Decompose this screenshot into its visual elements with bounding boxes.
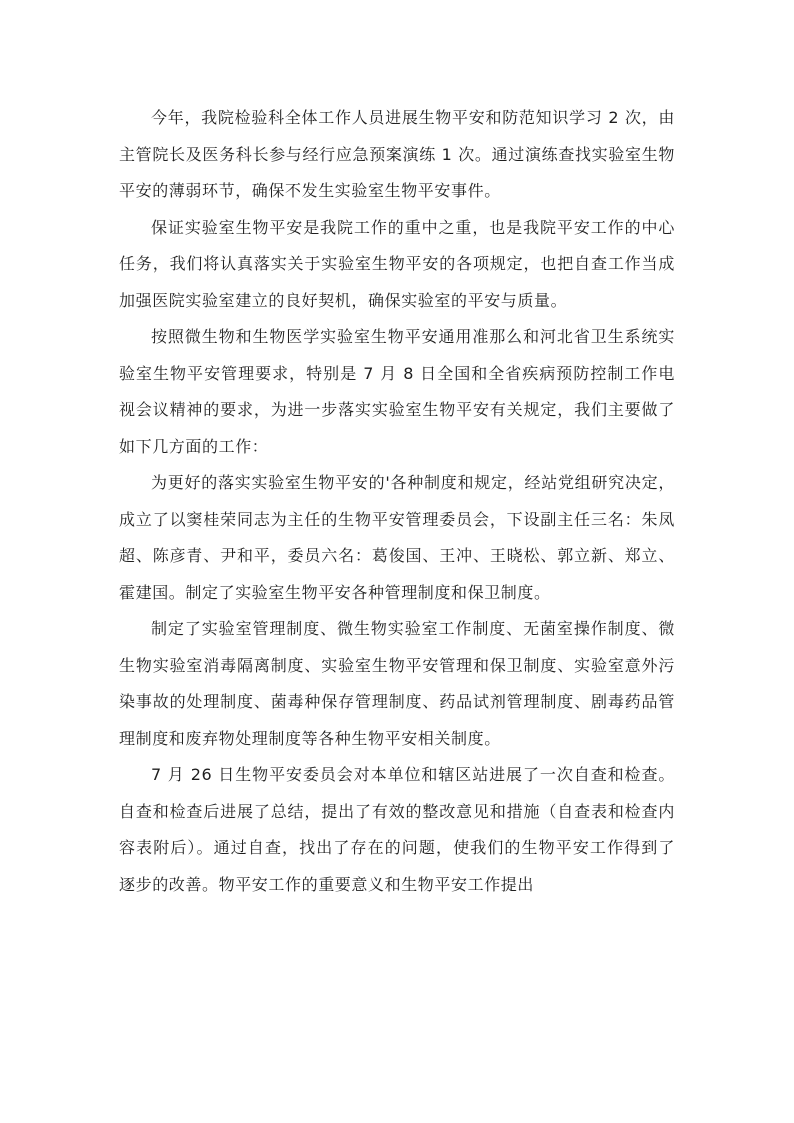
paragraph-training: 今年，我院检验科全体工作人员进展生物平安和防范知识学习 2 次，由主管院长及医务科长参与经行应急预案演练 1 次。通过演练查找实验室生物平安的薄弱环节，确保不发生实验室生物平安事件。 — [119, 108, 675, 200]
paragraph-committee: 为更好的落实实验室生物平安的'各种制度和规定，经站党组研究决定，成立了以窦桂荣同志为主任的生物平安管理委员会，下设副主任三名：朱凤超、陈彦青、尹和平，委员六名：葛俊国、王冲、王晓松、郭立新、郑立、霍建国。制定了实验室生物平安各种管理制度和保卫制度。 — [119, 473, 675, 602]
paragraph-biosafety-priority: 保证实验室生物平安是我院工作的重中之重，也是我院平安工作的中心任务，我们将认真落实关于实验室生物平安的各项规定，也把自查工作当成加强医院实验室建立的良好契机，确保实验室的平安与质量。 — [119, 217, 675, 310]
paragraph-self-inspection: 7 月 26 日生物平安委员会对本单位和辖区站进展了一次自查和检查。自查和检查后进展了总结，提出了有效的整改意见和措施（自查表和检查内容表附后）。通过自查，找出了存在的问题，使我们的生物平安工作得到了逐步的改善。物平安工作的重要意义和生物平安工作提出 — [119, 765, 675, 894]
paragraph-regulations: 制定了实验室管理制度、微生物实验室工作制度、无菌室操作制度、微生物实验室消毒隔离制度、实验室生物平安管理和保卫制度、实验室意外污染事故的处理制度、菌毒种保存管理制度、药品试剂管理制度、剧毒药品管理制度和废弃物处理制度等各种生物平安相关制度。 — [119, 619, 675, 748]
document-body — [119, 100, 675, 903]
paragraph-requirements: 按照微生物和生物医学实验室生物平安通用准那么和河北省卫生系统实验室生物平安管理要求，特别是 7 月 8 日全国和全省疾病预防控制工作电视会议精神的要求，为进一步落实实验室生物平安有关规定，我们主要做了如下几方面的工作： — [119, 327, 675, 456]
